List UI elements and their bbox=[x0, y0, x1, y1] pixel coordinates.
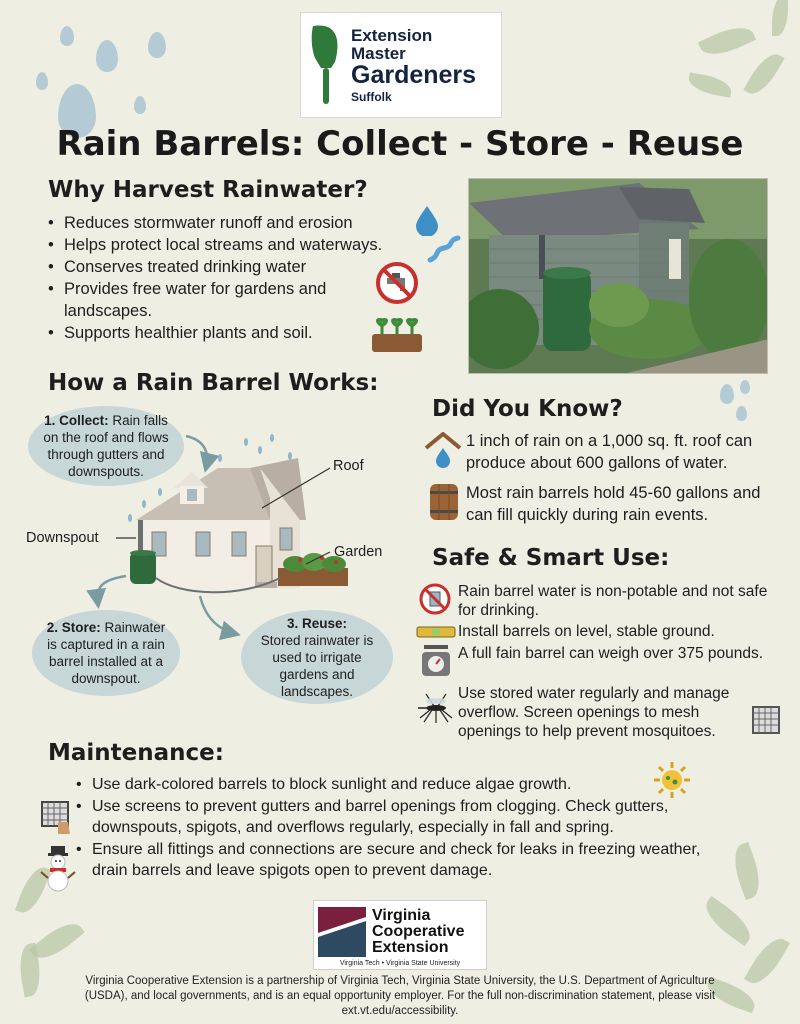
no-drinking-icon bbox=[418, 582, 452, 616]
scale-icon bbox=[420, 644, 452, 678]
logo-line-extension: Extension bbox=[351, 25, 433, 45]
collect-step-bubble bbox=[28, 406, 184, 486]
fact-barrel-capacity: Most rain barrels hold 45-60 gallons and can fill quickly during rain events. bbox=[466, 484, 761, 524]
stream-icon bbox=[426, 234, 462, 264]
safe-level-ground: Install barrels on level, stable ground. bbox=[458, 623, 715, 640]
list-item: • Provides free water for gardens and landscapes. bbox=[42, 278, 362, 322]
water-drop-icon bbox=[414, 204, 440, 236]
logo-line-suffolk: Suffolk bbox=[351, 89, 392, 104]
page-title-rest: Collect - Store - Reuse bbox=[304, 124, 744, 164]
rain-barrel-photo bbox=[468, 178, 768, 374]
store-step-text: Rainwater is captured in a rain barrel installed at a downspout. bbox=[47, 620, 166, 686]
reuse-step-text: Stored rainwater is used to irrigate gardens and landscapes. bbox=[260, 632, 374, 699]
why-harvest-list bbox=[42, 212, 412, 344]
vce-line-cooperative: Cooperative bbox=[372, 923, 465, 940]
fact-roof-gallons: 1 inch of rain on a 1,000 sq. ft. roof can produce about 600 gallons of water. bbox=[466, 432, 753, 472]
safe-non-potable: Rain barrel water is non-potable and not safe for drinking. bbox=[458, 583, 768, 619]
logo-line-gardeners: Gardeners bbox=[351, 61, 477, 90]
vce-universities: Virginia Tech • Virginia State University bbox=[339, 960, 461, 967]
maintenance-heading: Maintenance: bbox=[48, 740, 224, 766]
collect-step-title: 1. Collect: bbox=[44, 413, 109, 428]
level-tool-icon bbox=[416, 626, 456, 638]
store-step-bubble bbox=[32, 610, 180, 696]
seedling-tray-icon bbox=[370, 314, 424, 354]
virginia-cooperative-extension-logo bbox=[313, 900, 487, 970]
reuse-step-title: 3. Reuse: bbox=[286, 615, 348, 631]
list-item: • Use screens to prevent gutters and barrel openings from clogging. Check gutters, downspouts, spigots, and overflows regularly, especially in fall and spring. bbox=[70, 796, 720, 838]
list-item: • Use dark-colored barrels to block sunlight and reduce algae growth. bbox=[70, 774, 720, 795]
sun-icon bbox=[652, 760, 692, 800]
barrel-icon bbox=[428, 482, 460, 522]
vce-mark-icon bbox=[318, 907, 366, 957]
roof-label: Roof bbox=[333, 458, 364, 474]
maintenance-list bbox=[70, 774, 720, 882]
snowman-icon bbox=[40, 846, 76, 892]
list-item: • Conserves treated drinking water bbox=[42, 256, 412, 278]
why-harvest-heading: Why Harvest Rainwater? bbox=[48, 177, 368, 203]
list-item: • Ensure all fittings and connections are secure and check for leaks in freezing weather, drain barrels and leave spigots open to prevent damage. bbox=[70, 839, 720, 881]
did-you-know-heading: Did You Know? bbox=[432, 396, 623, 422]
mesh-screen-icon bbox=[752, 706, 780, 734]
how-it-works-heading: How a Rain Barrel Works: bbox=[48, 370, 379, 396]
reuse-step-bubble bbox=[241, 610, 393, 704]
no-faucet-icon bbox=[374, 260, 420, 306]
safe-barrel-weight: A full fain barrel can weigh over 375 pounds. bbox=[458, 645, 764, 662]
house-rain-icon bbox=[422, 430, 464, 470]
page-title bbox=[0, 124, 800, 164]
list-item: • Helps protect local streams and waterways. bbox=[42, 234, 412, 256]
garden-label: Garden bbox=[334, 544, 383, 560]
vce-line-virginia: Virginia bbox=[372, 907, 431, 924]
extension-master-gardeners-logo bbox=[300, 12, 502, 118]
downspout-label: Downspout bbox=[26, 530, 99, 546]
mosquito-icon bbox=[416, 692, 456, 724]
logo-line-master: Master bbox=[351, 43, 406, 63]
collect-step-text: Rain falls on the roof and flows through gutters and downspouts. bbox=[43, 413, 169, 479]
screen-hand-icon bbox=[40, 800, 74, 836]
list-item: • Supports healthier plants and soil. bbox=[42, 322, 412, 344]
footer-statement: Virginia Cooperative Extension is a partnership of Virginia Tech, Virginia State University, the U.S. Department of Agriculture (USDA), and local governments, and is an equal opportunity employer. For the full non-discrimination statement, please visit ext.vt.edu/accessibility. bbox=[84, 975, 716, 1017]
page-title-bold: Rain Barrels: bbox=[56, 124, 305, 164]
trowel-icon bbox=[309, 22, 343, 108]
store-step-title: 2. Store: bbox=[46, 620, 101, 635]
safe-mosquito-prevention: Use stored water regularly and manage overflow. Screen openings to mesh openings to help prevent mosquitoes. bbox=[458, 685, 730, 740]
safe-use-heading: Safe & Smart Use: bbox=[432, 545, 670, 571]
list-item: • Reduces stormwater runoff and erosion bbox=[42, 212, 412, 234]
vce-line-extension: Extension bbox=[372, 939, 449, 956]
